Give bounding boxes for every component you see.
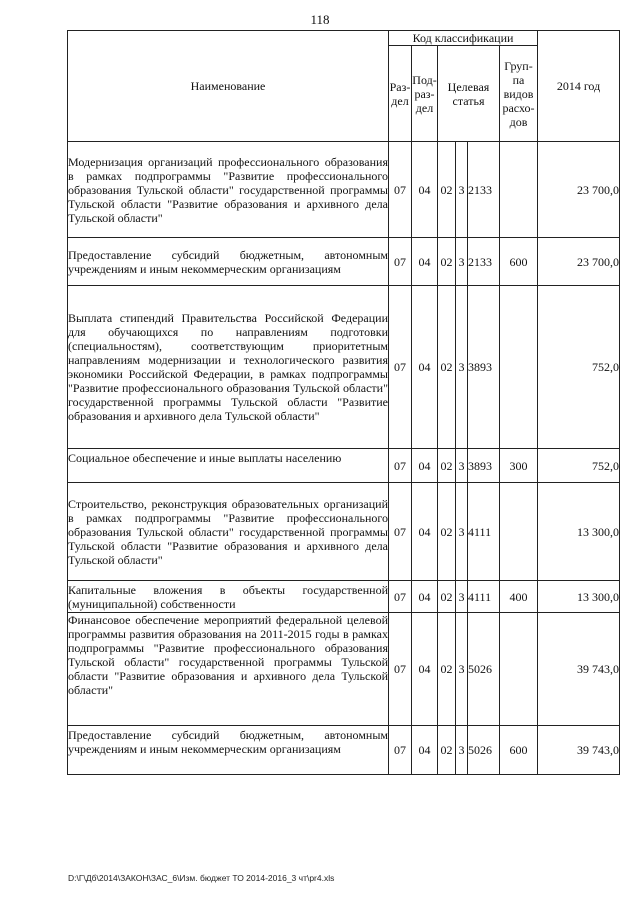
- header-target-article: Целевая статья: [438, 46, 500, 142]
- row-expense-type: 300: [500, 449, 538, 483]
- row-name: Капитальные вложения в объекты государственной (муниципальной) собственности: [68, 582, 388, 611]
- table-row: [68, 726, 620, 775]
- row-expense-type: 600: [500, 726, 538, 775]
- row-razdel: 07: [389, 449, 412, 483]
- row-amount: 13 300,0: [538, 483, 620, 581]
- row-razdel: 07: [389, 483, 412, 581]
- row-name: Модернизация организаций профессионального образования в рамках подпрограммы "Развитие профессионального образования Тульской области" государственной программы Тульской области "Развитие образования и архивного дела Тульской области": [68, 142, 389, 238]
- row-name: Финансовое обеспечение мероприятий федеральной целевой программы развития образования на 2011-2015 годы в рамках подпрограммы "Развитие профессионального образования Тульской области" государственной программы Тульской области "Развитие образования и архивного дела Тульской области": [68, 613, 389, 726]
- row-podrazdel: 04: [412, 238, 438, 286]
- row-cs-code: 4111: [468, 581, 500, 613]
- row-cs-subprogram: 3: [456, 483, 468, 581]
- row-cs-code: 3893: [468, 449, 500, 483]
- header-expense-group: Груп-па видов расхо-дов: [500, 46, 538, 142]
- row-cs-program: 02: [438, 581, 456, 613]
- table-row: [68, 613, 620, 726]
- header-razdel: Раз-дел: [389, 46, 412, 142]
- table-row: [68, 581, 620, 613]
- row-amount: 39 743,0: [538, 726, 620, 775]
- row-razdel: 07: [389, 581, 412, 613]
- row-amount: 13 300,0: [538, 581, 620, 613]
- row-name: Строительство, реконструкция образовательных организаций в рамках подпрограммы "Развитие профессионального образования Тульской области" государственной программы Тульской области "Развитие образования и архивного дела Тульской области": [68, 483, 389, 581]
- row-cs-subprogram: 3: [456, 726, 468, 775]
- row-podrazdel: 04: [412, 449, 438, 483]
- row-amount: 23 700,0: [538, 142, 620, 238]
- header-name: Наименование: [68, 31, 389, 142]
- row-amount: 752,0: [538, 286, 620, 449]
- table-row: [68, 238, 620, 286]
- row-cs-code: 5026: [468, 613, 500, 726]
- row-expense-type: [500, 483, 538, 581]
- row-cs-program: 02: [438, 286, 456, 449]
- row-amount: 23 700,0: [538, 238, 620, 286]
- row-name: Предоставление субсидий бюджетным, автономным учреждениям и иным некоммерческим организациям: [68, 238, 389, 286]
- row-expense-type: 600: [500, 238, 538, 286]
- row-podrazdel: 04: [412, 613, 438, 726]
- row-cs-code: 5026: [468, 726, 500, 775]
- row-podrazdel: 04: [412, 726, 438, 775]
- row-razdel: 07: [389, 238, 412, 286]
- row-podrazdel: 04: [412, 286, 438, 449]
- row-cs-subprogram: 3: [456, 142, 468, 238]
- row-cs-program: 02: [438, 483, 456, 581]
- row-expense-type: [500, 286, 538, 449]
- row-cs-subprogram: 3: [456, 238, 468, 286]
- row-amount: 39 743,0: [538, 613, 620, 726]
- row-expense-type: [500, 613, 538, 726]
- row-cs-program: 02: [438, 449, 456, 483]
- row-name: Предоставление субсидий бюджетным, автономным учреждениям и иным некоммерческим организациям: [68, 726, 389, 775]
- row-cs-subprogram: 3: [456, 581, 468, 613]
- row-razdel: 07: [389, 286, 412, 449]
- row-podrazdel: 04: [412, 142, 438, 238]
- row-cs-code: 2133: [468, 238, 500, 286]
- row-name: Социальное обеспечение и иные выплаты населению: [68, 449, 389, 483]
- table-row: [68, 483, 620, 581]
- row-podrazdel: 04: [412, 581, 438, 613]
- row-razdel: 07: [389, 142, 412, 238]
- header-podrazdel: Под-раз-дел: [412, 46, 438, 142]
- row-cs-subprogram: 3: [456, 286, 468, 449]
- table-row: [68, 142, 620, 238]
- row-cs-code: 3893: [468, 286, 500, 449]
- row-amount: 752,0: [538, 449, 620, 483]
- row-cs-program: 02: [438, 238, 456, 286]
- row-cs-program: 02: [438, 726, 456, 775]
- header-classification-code: Код классификации: [389, 31, 538, 46]
- row-razdel: 07: [389, 613, 412, 726]
- row-cs-subprogram: 3: [456, 613, 468, 726]
- row-podrazdel: 04: [412, 483, 438, 581]
- table-row: [68, 286, 620, 449]
- row-cs-code: 2133: [468, 142, 500, 238]
- page-number: 118: [310, 12, 330, 27]
- row-cs-subprogram: 3: [456, 449, 468, 483]
- budget-table: [67, 30, 620, 775]
- row-name: Выплата стипендий Правительства Российской Федерации для обучающихся по направлениям подготовки (специальностям), соответствующим приоритетным направлениям модернизации и технологического развития экономики Российской Федерации, в рамках подпрограммы "Развитие профессионального образования Тульской области" государственной программы Тульской области "Развитие образования и архивного дела Тульской области": [68, 286, 389, 449]
- row-expense-type: 400: [500, 581, 538, 613]
- file-path-footer: D:\Г\Дб\2014\ЗАКОН\ЗАС_6\Изм. бюджет ТО 2014-2016_3 чт\pr4.xls: [68, 873, 335, 883]
- row-cs-program: 02: [438, 613, 456, 726]
- table-row: [68, 449, 620, 483]
- row-expense-type: [500, 142, 538, 238]
- row-razdel: 07: [389, 726, 412, 775]
- row-cs-program: 02: [438, 142, 456, 238]
- header-year: 2014 год: [538, 31, 620, 142]
- row-cs-code: 4111: [468, 483, 500, 581]
